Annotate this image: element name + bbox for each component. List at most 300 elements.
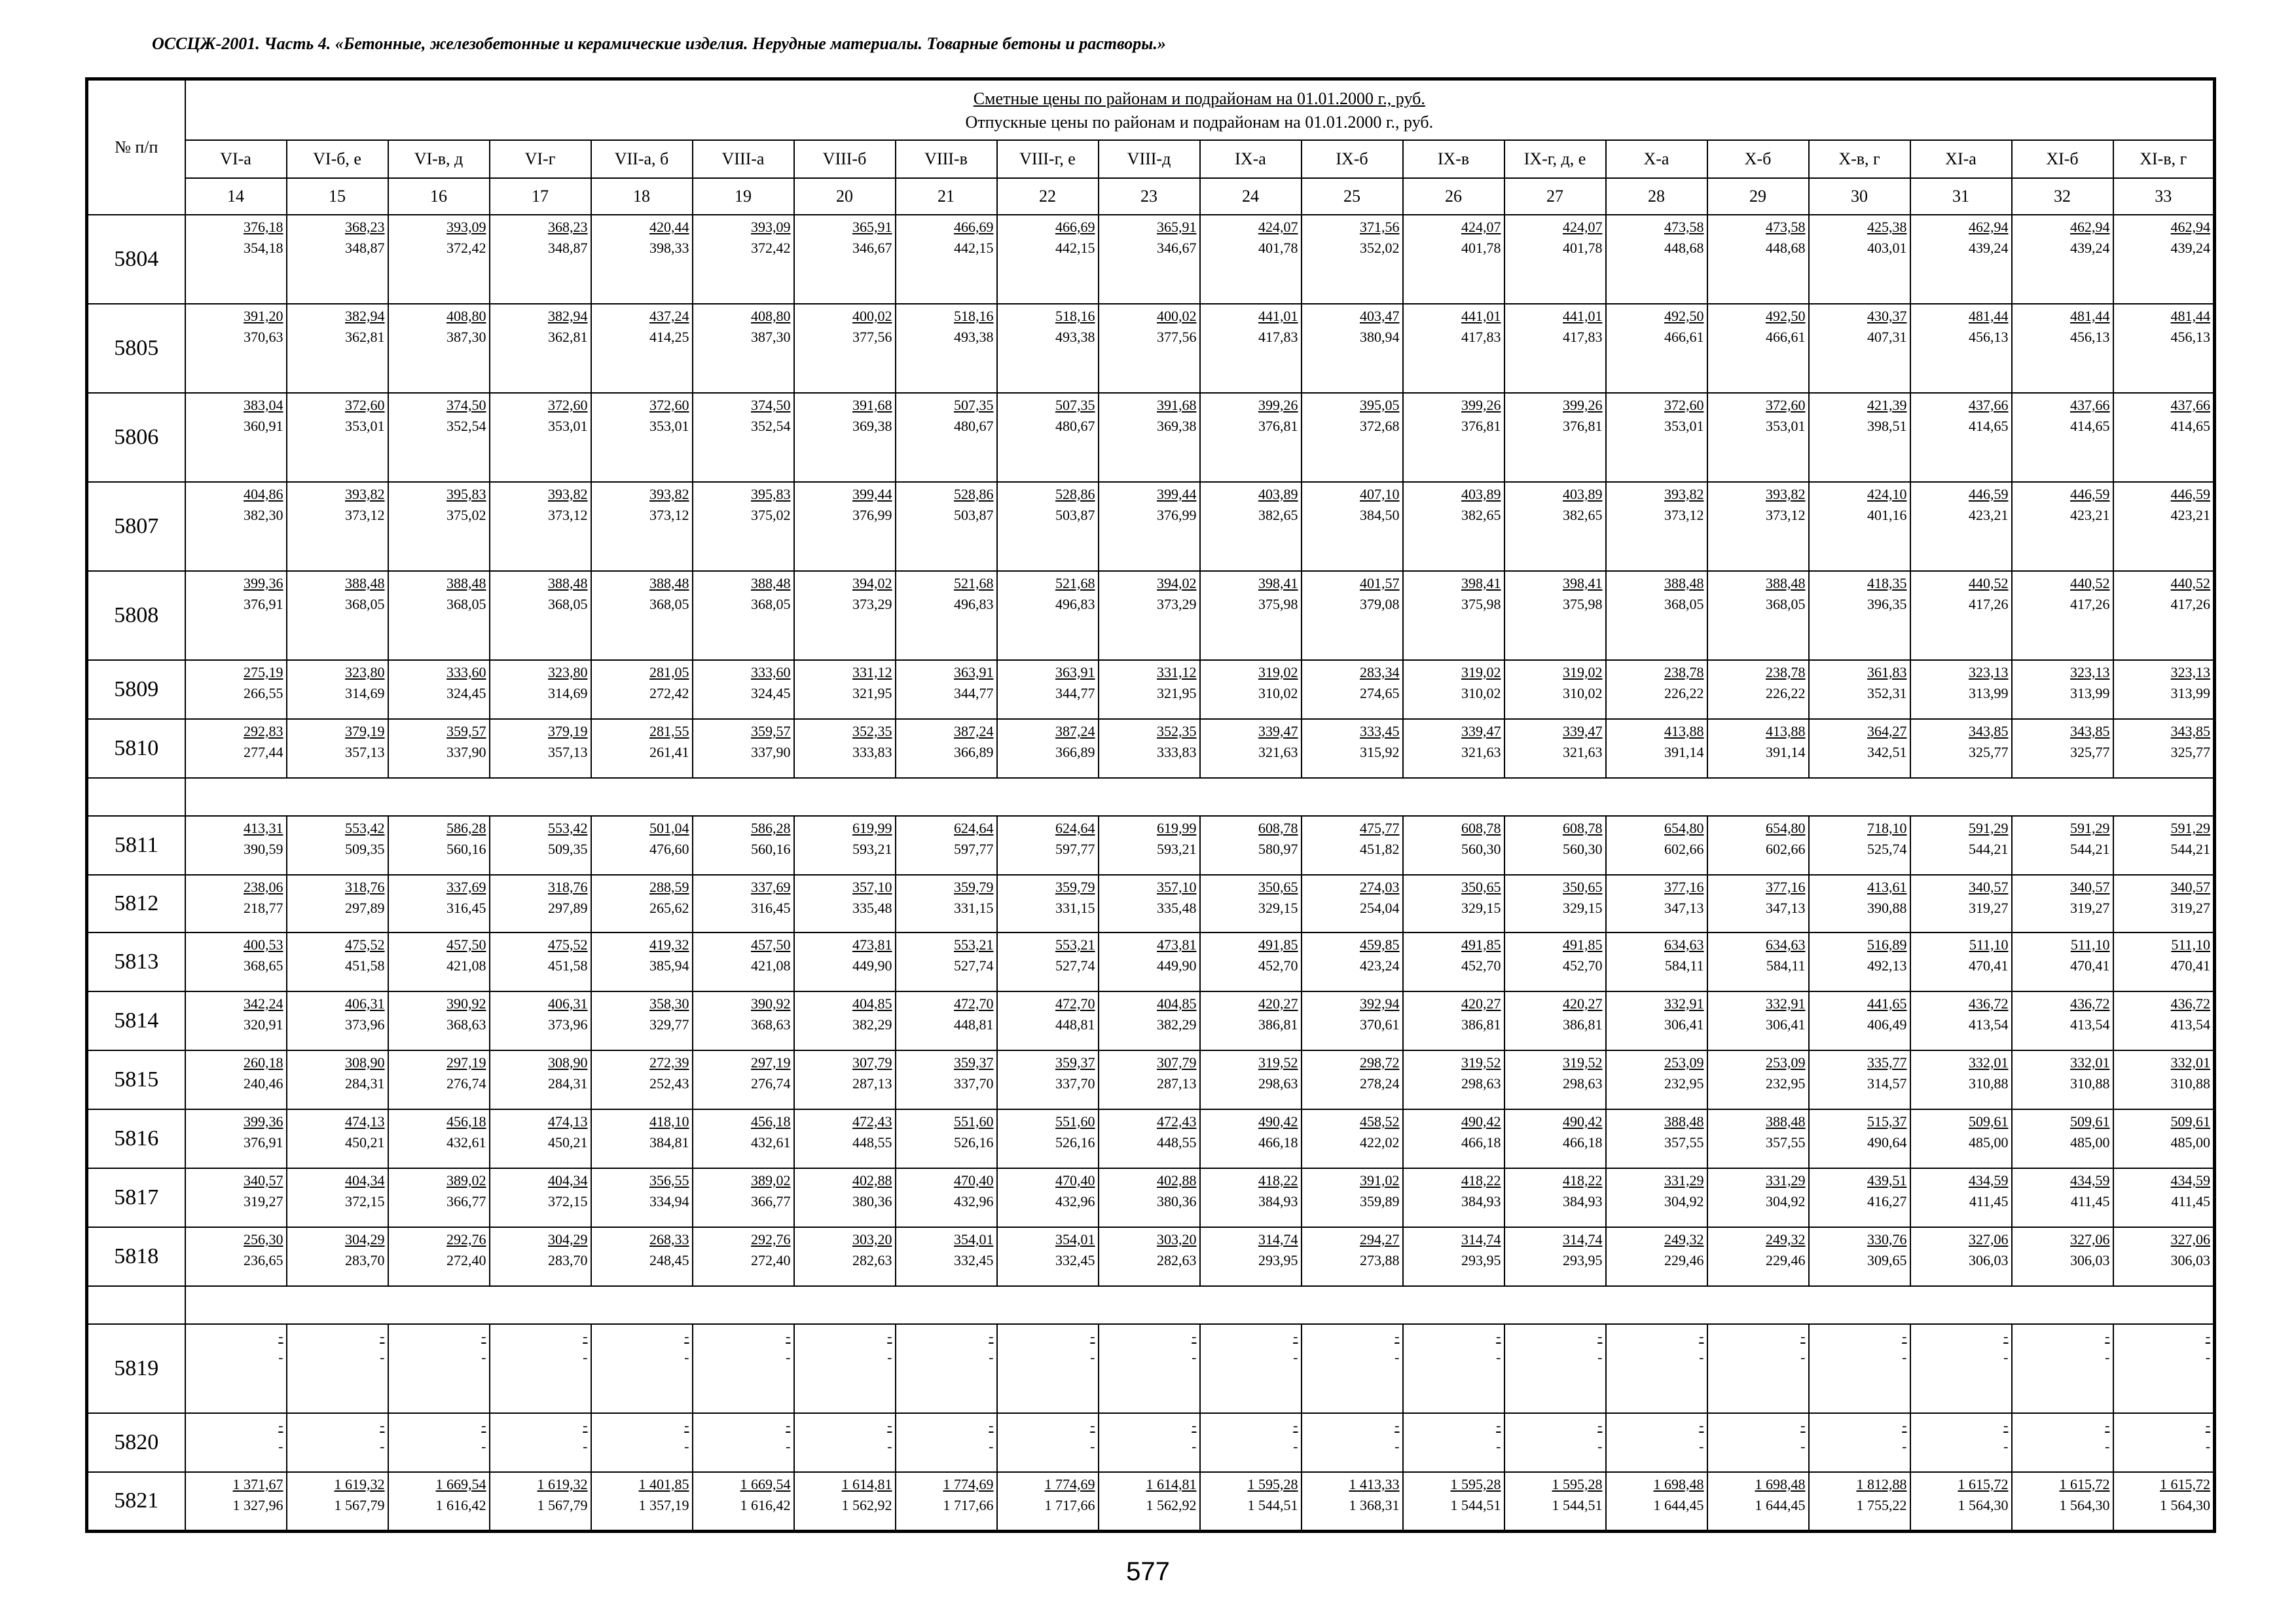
estimated-price: 399,36 [244,1113,283,1130]
estimated-price: 1 595,28 [1247,1476,1298,1492]
estimated-price: 393,82 [1766,486,1806,502]
selling-price: 449,90 [1157,957,1197,974]
estimated-price: 473,58 [1766,219,1806,235]
price-cell [591,482,693,571]
price-cell [388,875,490,932]
estimated-price: 1 595,28 [1450,1476,1501,1492]
selling-price: 597,77 [954,841,994,857]
price-cell [1606,932,1707,991]
selling-price: 357,55 [1664,1134,1704,1151]
estimated-price: 470,40 [954,1172,994,1189]
selling-price: 414,65 [1969,418,2009,434]
estimated-price: 420,27 [1461,995,1501,1012]
estimated-price: 292,83 [244,723,283,739]
estimated-price: - [1800,1417,1806,1433]
selling-price: - [1902,1438,1907,1454]
selling-price: 1 562,92 [841,1497,892,1513]
selling-price: 372,68 [1360,418,1400,434]
selling-price: 329,77 [649,1016,689,1033]
selling-price: 584,11 [1664,957,1704,974]
column-number: 30 [1809,178,1910,215]
column-number-row [87,178,2215,215]
region-header: XI-б [2012,140,2113,178]
selling-price: 375,98 [1563,596,1603,612]
selling-price: 1 544,51 [1552,1497,1603,1513]
estimated-price: 390,92 [751,995,791,1012]
estimated-price: 425,38 [1867,219,1907,235]
estimated-price: 553,21 [1055,936,1095,953]
price-cell [1910,304,2012,393]
price-cell [490,932,591,991]
estimated-price: 408,80 [446,308,486,324]
estimated-price: 420,27 [1258,995,1298,1012]
selling-price: 509,35 [345,841,385,857]
price-cell [185,816,287,875]
estimated-price: - [1699,1417,1704,1433]
price-cell [287,816,388,875]
price-cell [1504,1109,1606,1168]
selling-price: 372,42 [446,240,486,256]
price-cell [490,571,591,660]
estimated-price: - [2105,1417,2110,1433]
estimated-price: 457,50 [751,936,791,953]
selling-price: 382,65 [1461,507,1501,523]
price-cell [794,1413,896,1472]
estimated-price: 331,12 [1157,664,1197,680]
estimated-price: 619,99 [1157,820,1197,836]
selling-price: 448,68 [1664,240,1704,256]
price-cell [1504,816,1606,875]
estimated-price: 437,66 [1969,397,2009,413]
selling-price: 423,24 [1360,957,1400,974]
selling-price: 316,45 [446,900,486,916]
estimated-price: 509,61 [2170,1113,2211,1130]
selling-price: 352,02 [1360,240,1400,256]
selling-price: 342,51 [1867,744,1907,760]
price-cell [287,571,388,660]
estimated-price: 492,50 [1664,308,1704,324]
column-number: 32 [2012,178,2113,215]
selling-price: 298,63 [1258,1075,1298,1092]
region-header: XI-а [1910,140,2012,178]
price-cell [2113,816,2215,875]
price-cell [490,1227,591,1286]
estimated-price: 1 812,88 [1856,1476,1907,1492]
estimated-price: 518,16 [954,308,994,324]
estimated-price: - [2003,1328,2009,1344]
selling-price: 401,78 [1258,240,1298,256]
table-row [87,991,2215,1050]
selling-price: - [380,1438,385,1454]
selling-price: 470,41 [1969,957,2009,974]
selling-price: 373,12 [548,507,588,523]
estimated-price: - [1496,1417,1501,1433]
price-cell [1302,816,1403,875]
price-cell [388,991,490,1050]
price-cell [1302,304,1403,393]
selling-price: 417,26 [2070,596,2110,612]
estimated-price: 383,04 [244,397,283,413]
estimated-price: 399,44 [852,486,892,502]
price-cell [1504,1324,1606,1413]
price-cell [490,482,591,571]
price-cell [997,991,1099,1050]
price-cell [388,719,490,778]
estimated-price: 413,88 [1664,723,1704,739]
price-cell [693,660,794,719]
selling-price: 272,40 [751,1252,791,1268]
estimated-price: 551,60 [954,1113,994,1130]
price-cell [896,304,997,393]
price-cell [997,482,1099,571]
selling-price: 448,81 [954,1016,994,1033]
estimated-price: 553,21 [954,936,994,953]
price-cell [1809,304,1910,393]
estimated-price: 339,47 [1258,723,1298,739]
estimated-price: 372,60 [345,397,385,413]
estimated-price: - [1192,1417,1197,1433]
price-cell [1606,215,1707,304]
estimated-price: 1 614,81 [841,1476,892,1492]
estimated-price: 1 615,72 [2160,1476,2211,1492]
estimated-price: 501,04 [649,820,689,836]
estimated-price: 297,19 [446,1054,486,1071]
table-row [87,304,2215,393]
estimated-price: 591,29 [2070,820,2110,836]
estimated-price: - [887,1417,892,1433]
selling-price: - [1090,1349,1095,1365]
selling-price: 282,63 [852,1252,892,1268]
price-cell [2012,991,2113,1050]
selling-price: 353,01 [1766,418,1806,434]
price-cell [1707,1413,1809,1472]
selling-price: 421,08 [751,957,791,974]
price-cell [1809,719,1910,778]
price-cell [1809,660,1910,719]
selling-price: 333,83 [852,744,892,760]
estimated-price: 332,01 [1969,1054,2009,1071]
price-cell [1403,816,1504,875]
price-cell [591,393,693,482]
price-cell [896,1472,997,1531]
separator-row [87,778,2215,816]
price-cell [896,1050,997,1109]
selling-price: 1 616,42 [435,1497,486,1513]
estimated-price: 253,09 [1664,1054,1704,1071]
estimated-price: 1 698,48 [1653,1476,1704,1492]
price-cell [185,1109,287,1168]
selling-price: 390,59 [244,841,283,857]
estimated-price: 418,22 [1461,1172,1501,1189]
selling-price: 309,65 [1867,1252,1907,1268]
estimated-price: 472,70 [1055,995,1095,1012]
price-cell [1099,1324,1200,1413]
estimated-price: 393,09 [446,219,486,235]
price-cell [1707,660,1809,719]
price-cell [896,482,997,571]
estimated-price: - [1800,1328,1806,1344]
price-cell [490,1413,591,1472]
selling-price: - [887,1349,892,1365]
selling-price: 509,35 [548,841,588,857]
selling-price: 368,05 [548,596,588,612]
price-cell [1504,1413,1606,1472]
estimated-price: 404,86 [244,486,283,502]
price-cell [1504,932,1606,991]
selling-price: 334,94 [649,1193,689,1209]
price-cell [1504,719,1606,778]
estimated-price: 406,31 [345,995,385,1012]
price-cell [185,1472,287,1531]
estimated-price: 323,80 [548,664,588,680]
selling-price: 314,69 [345,685,385,701]
selling-price: - [1902,1349,1907,1365]
price-cell [1606,1413,1707,1472]
estimated-price: 586,28 [751,820,791,836]
price-cell [1606,719,1707,778]
price-cell [1302,1324,1403,1413]
selling-price: 229,46 [1766,1252,1806,1268]
estimated-price: 395,83 [446,486,486,502]
selling-price: 442,15 [954,240,994,256]
region-header: XI-в, г [2113,140,2215,178]
estimated-price: - [1293,1417,1298,1433]
price-cell [2113,1050,2215,1109]
selling-price: 391,14 [1766,744,1806,760]
price-cell [997,1413,1099,1472]
estimated-price: 327,06 [2070,1231,2110,1247]
estimated-price: 420,44 [649,219,689,235]
estimated-price: 332,01 [2170,1054,2211,1071]
selling-price: 272,40 [446,1252,486,1268]
price-cell [1809,482,1910,571]
estimated-price: 335,77 [1867,1054,1907,1071]
price-cell [287,304,388,393]
estimated-price: 436,72 [1969,995,2009,1012]
estimated-price: 361,83 [1867,664,1907,680]
price-cell [1809,932,1910,991]
selling-price: 368,05 [649,596,689,612]
price-cell [794,1109,896,1168]
estimated-price: 352,35 [1157,723,1197,739]
estimated-price: 474,13 [345,1113,385,1130]
selling-price: 332,45 [1055,1252,1095,1268]
selling-price: 417,26 [2170,596,2211,612]
price-cell [1200,816,1302,875]
selling-price: 232,95 [1664,1075,1704,1092]
selling-price: - [481,1349,486,1365]
selling-price: 386,81 [1258,1016,1298,1033]
selling-price: 1 368,31 [1349,1497,1400,1513]
price-cell [693,1324,794,1413]
selling-price: 1 327,96 [232,1497,283,1513]
price-cell [997,1050,1099,1109]
estimated-price: 393,82 [345,486,385,502]
price-cell [1099,1050,1200,1109]
selling-price: 1 717,66 [1044,1497,1095,1513]
selling-price: 353,01 [345,418,385,434]
price-cell [591,1472,693,1531]
estimated-price: 492,50 [1766,308,1806,324]
estimated-price: 319,02 [1461,664,1501,680]
selling-price: 276,74 [446,1075,486,1092]
price-cell [490,875,591,932]
price-cell [388,304,490,393]
price-cell [185,1227,287,1286]
selling-price: 448,68 [1766,240,1806,256]
estimated-price: 388,48 [548,575,588,591]
price-cell [1809,393,1910,482]
table-row [87,1413,2215,1472]
estimated-price: - [1496,1328,1501,1344]
estimated-price: 440,52 [2070,575,2110,591]
selling-price: 398,51 [1867,418,1907,434]
selling-price: 417,83 [1461,329,1501,345]
selling-price: 373,96 [548,1016,588,1033]
price-cell [794,932,896,991]
price-cell [693,991,794,1050]
selling-price: 526,16 [1055,1134,1095,1151]
estimated-price: 307,79 [1157,1054,1197,1071]
selling-price: 332,45 [954,1252,994,1268]
selling-price: - [786,1349,791,1365]
selling-price: 382,30 [244,507,283,523]
estimated-price: 515,37 [1867,1113,1907,1130]
estimated-price: 253,09 [1766,1054,1806,1071]
price-cell [591,1168,693,1227]
price-cell [1200,1472,1302,1531]
price-cell [1606,875,1707,932]
row-id: 5819 [87,1324,185,1413]
price-cell [693,571,794,660]
price-cell [1302,719,1403,778]
price-cell [1809,1472,1910,1531]
estimated-price: 391,20 [244,308,283,324]
estimated-price: 350,65 [1258,879,1298,895]
estimated-price: 654,80 [1664,820,1704,836]
estimated-price: 365,91 [1157,219,1197,235]
price-cell [794,1050,896,1109]
price-cell [794,875,896,932]
estimated-price: 507,35 [954,397,994,413]
selling-price: 373,96 [345,1016,385,1033]
price-cell [1200,304,1302,393]
estimated-price: 327,06 [1969,1231,2009,1247]
estimated-price: 440,52 [2170,575,2211,591]
estimated-price: 1 371,67 [232,1476,283,1492]
estimated-price: 457,50 [446,936,486,953]
price-cell [1099,1168,1200,1227]
selling-price: - [989,1349,994,1365]
selling-price: 375,02 [446,507,486,523]
price-cell [693,1050,794,1109]
price-cell [1099,215,1200,304]
price-cell [1403,1168,1504,1227]
selling-price: 366,89 [954,744,994,760]
price-cell [1707,1168,1809,1227]
price-cell [794,215,896,304]
estimated-price: 424,07 [1258,219,1298,235]
selling-price: 1 562,92 [1146,1497,1197,1513]
selling-price: 1 755,22 [1856,1497,1907,1513]
estimated-price: 393,09 [751,219,791,235]
price-cell [490,660,591,719]
selling-price: 335,48 [852,900,892,916]
region-header-row [87,140,2215,178]
price-cell [388,571,490,660]
page-number: 577 [1126,1557,1170,1586]
estimated-price: 608,78 [1461,820,1501,836]
price-cell [1099,719,1200,778]
estimated-price: 511,10 [2070,936,2110,953]
selling-price: 337,90 [446,744,486,760]
price-cell [2012,393,2113,482]
estimated-price: 403,89 [1563,486,1603,502]
price-cell [1200,875,1302,932]
price-cell [388,1413,490,1472]
estimated-price: 511,10 [2171,936,2211,953]
estimated-price: 363,91 [954,664,994,680]
price-cell [794,719,896,778]
estimated-price: - [278,1417,283,1433]
selling-price: 401,78 [1563,240,1603,256]
price-cell [388,215,490,304]
price-cell [1606,1472,1707,1531]
price-cell [1504,215,1606,304]
price-cell [1910,482,2012,571]
price-cell [185,719,287,778]
estimated-price: 404,85 [1157,995,1197,1012]
price-cell [1910,1109,2012,1168]
estimated-price: 518,16 [1055,308,1095,324]
region-header: VI-б, е [287,140,388,178]
price-cell [388,932,490,991]
selling-price: 377,56 [852,329,892,345]
estimated-price: - [1090,1328,1095,1344]
selling-price: - [2105,1349,2110,1365]
column-number: 31 [1910,178,2012,215]
estimated-price: 337,69 [751,879,791,895]
estimated-price: 1 698,48 [1755,1476,1806,1492]
row-id: 5815 [87,1050,185,1109]
price-cell [1403,1472,1504,1531]
price-cell [693,482,794,571]
price-cell [388,1472,490,1531]
selling-price: 282,63 [1157,1252,1197,1268]
price-cell [2012,215,2113,304]
estimated-price: 379,19 [345,723,385,739]
price-cell [1403,571,1504,660]
selling-price: 375,98 [1461,596,1501,612]
price-cell [896,991,997,1050]
estimated-price: 372,60 [548,397,588,413]
price-cell [1504,875,1606,932]
selling-price: 347,13 [1664,900,1704,916]
estimated-price: 350,65 [1563,879,1603,895]
selling-price: 377,56 [1157,329,1197,345]
selling-price: 357,13 [345,744,385,760]
estimated-price: 439,51 [1867,1172,1907,1189]
estimated-price: 303,20 [1157,1231,1197,1247]
selling-price: 1 717,66 [943,1497,994,1513]
selling-price: 382,29 [1157,1016,1197,1033]
estimated-price: 528,86 [1055,486,1095,502]
selling-price: 352,31 [1867,685,1907,701]
price-cell [1910,1413,2012,1472]
selling-price: 353,01 [649,418,689,434]
price-cell [2012,1413,2113,1472]
price-cell [287,875,388,932]
